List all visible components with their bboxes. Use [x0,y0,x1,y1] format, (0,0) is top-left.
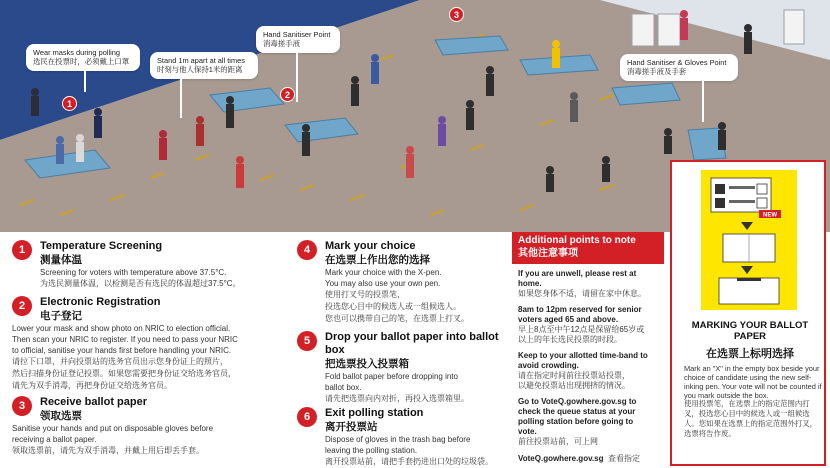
point-text-cn: 如果您身体不适，请留在家中休息。 [518,289,646,298]
point-text: Go to VoteQ.gowhere.gov.sg to [518,396,637,406]
step-description-cn: 为选民测量体温，以检测是否有选民的体温超过37.5°C。 [40,279,241,288]
step-title-cn: 领取选票 [40,410,82,422]
step-description-cn: 请先把选票向内对折，再投入选票箱里。 [325,394,469,403]
step-description: Sanitise your hands and put on disposable gloves before [12,424,214,433]
point-text: VoteQ.gowhere.gov.sg [518,454,604,463]
step-description: Dispose of gloves in the trash bag before [325,435,471,444]
ballot-card-title: MARKING YOUR BALLOT PAPER [691,320,809,342]
wear-masks-stem [84,70,86,92]
hand-sanitiser-stem [296,52,298,102]
ballot-steps-drawing [701,170,797,310]
step-description-cn: 离开投票站前，请把手套扔进出口处的垃圾袋。 [325,457,493,466]
sanitiser-gloves-callout [620,54,738,81]
additional-point [512,351,664,392]
additional-points-header [512,232,664,264]
additional-points-heading: Additional points to note [518,235,636,246]
step-description: ballot box. [325,383,362,392]
stand-apart-stem [180,78,182,118]
sanitiser-gloves-stem [702,80,704,122]
step-description: Screening for voters with temperature above 37.5°C. [40,268,227,277]
step-description: leaving the polling station. [325,446,418,455]
hand-sanitiser-text: Hand Sanitiser Point [263,30,331,39]
point-text-cn: 请在指定时间前往投票站投票， [518,370,630,380]
step-number-badge: 3 [12,396,32,416]
step-description-cn: 您也可以携带自己的笔，在选票上打叉。 [325,314,469,323]
sanitiser-gloves-text-cn: 消毒搓手液及手套 [627,67,687,77]
step-description-cn: 然后扫描身份证登记投票。如果您需要把身份证交给选务官员， [12,369,236,378]
new-tag-label: NEW [763,212,777,219]
step-title: Exit polling station [325,407,424,419]
map-marker-2: 2 [280,87,295,102]
point-text-cn: 前往投票站前，可上网 [518,436,598,446]
point-text: vote. [518,426,537,436]
step-title: Electronic Registration [40,296,161,308]
vote-box [757,184,767,194]
point-text: check the queue status at your [518,406,636,416]
additional-point [512,305,664,346]
ballot-card-title-cn: 在选票上标明选择 [706,348,794,360]
point-text-cn: 以上的年长选民投票的时段。 [518,335,622,344]
step-title: Mark your choice [325,240,416,252]
point-text: polling station before going to [518,416,634,426]
additional-points-heading-cn: 其他注意事项 [518,248,578,259]
step-title-cn: 在选票上作出您的选择 [325,254,430,266]
vote-box [757,198,767,208]
map-marker-1: 1 [62,96,77,111]
step-description: Mark your choice with the X-pen. [325,268,442,277]
down-arrow-icon [741,266,753,274]
step-number-badge: 4 [297,240,317,260]
ballot-box-slot [737,278,761,281]
point-text: Keep to your allotted time-band to [518,350,648,360]
sanitiser-gloves-text: Hand Sanitiser & Gloves Point [627,58,727,67]
ballot-card-description: Mark an "X" in the empty box beside your choice of candidate using the new self-inking pen. Your vote will not be counted if you mark outside the box. [684,364,822,400]
hand-sanitiser-callout [256,26,340,53]
additional-points-panel [512,232,664,468]
down-arrow-icon [741,222,753,230]
additional-point [512,397,664,448]
step-title-cn: 测量体温 [40,254,82,266]
hand-sanitiser-text-cn: 消毒搓手液 [263,39,300,49]
wear-masks-text-cn: 选民在投票时，必须戴上口罩 [33,57,130,67]
candidate-name-line [729,200,755,203]
step-title: Drop your ballot paper into ballot box [325,331,499,356]
step-title-cn: 把选票投入投票箱 [325,358,409,370]
polling-booth-3 [784,10,804,44]
point-text: If you are unwell, please rest at [518,269,637,278]
stand-apart-callout [150,52,258,79]
step-description-cn: 投选您心目中的候选人或一组候选人。 [325,302,461,311]
marking-ballot-paper-card [670,160,826,466]
step-description: You may also use your own pen. [325,279,441,288]
ballot-card-description-cn: 使用投票笔，在选票上的指定范围内打叉，投选您心目中的候选人或一组候选人。您如果在选票上的指定范围外打叉，选票将告作废。 [684,399,818,438]
wear-masks-callout [26,44,140,71]
ballot-instruction-graphic [701,170,797,310]
step-description: receiving a ballot paper. [12,435,97,444]
candidate-photo [715,198,725,208]
step-description: Fold ballot paper before dropping into [325,372,458,381]
point-text: 8am to 12pm reserved for senior [518,304,642,314]
candidate-photo [715,184,725,194]
step-title-cn: 离开投票站 [325,421,378,433]
wear-masks-text: Wear masks during polling [33,48,120,57]
step-number-badge: 2 [12,296,32,316]
additional-point [512,448,664,466]
step-description-cn: 领取选票前，请先为双手消毒，并戴上用后即丢手套。 [12,446,204,455]
step-description-cn: 使用打叉号的投票笔， [325,290,405,299]
point-text: voters aged 65 and above. [518,314,619,324]
candidate-name-line [729,186,755,189]
point-text: home. [518,279,542,288]
step-description: Lower your mask and show photo on NRIC to election official. [12,324,231,333]
step-number-badge: 6 [297,407,317,427]
point-text-cn: 查看指定 [607,454,640,463]
additional-point [512,269,664,300]
polling-booth-1 [632,14,654,46]
point-text-cn: 以避免投票站出现拥挤的情况。 [518,381,630,390]
ballot-box [719,278,779,304]
point-text-cn: 早上8点至中午12点是保留给65岁或 [518,324,645,334]
stand-apart-text: Stand 1m apart at all times [157,56,245,65]
step-description-cn: 请先为双手消毒，再把身份证交给选务官员。 [12,381,172,390]
step-description: Then scan your NRIC to register. If you need to pass your NRIC [12,335,238,344]
polling-booth-2 [658,14,680,46]
step-title: Receive ballot paper [40,396,147,408]
step-description: to official, sanitise your hands first before handling your NRIC. [12,346,232,355]
step-number-badge: 1 [12,240,32,260]
step-title: Temperature Screening [40,240,163,252]
step-title-cn: 电子登记 [40,310,82,322]
step-number-badge: 5 [297,331,317,351]
step-description-cn: 请拉下口罩，并向投票站的选务官员出示您身份证上的照片， [12,357,228,366]
point-text: avoid crowding. [518,360,579,370]
stand-apart-text-cn: 时刻与他人保持1米的距离 [157,65,243,75]
map-marker-3: 3 [449,7,464,22]
